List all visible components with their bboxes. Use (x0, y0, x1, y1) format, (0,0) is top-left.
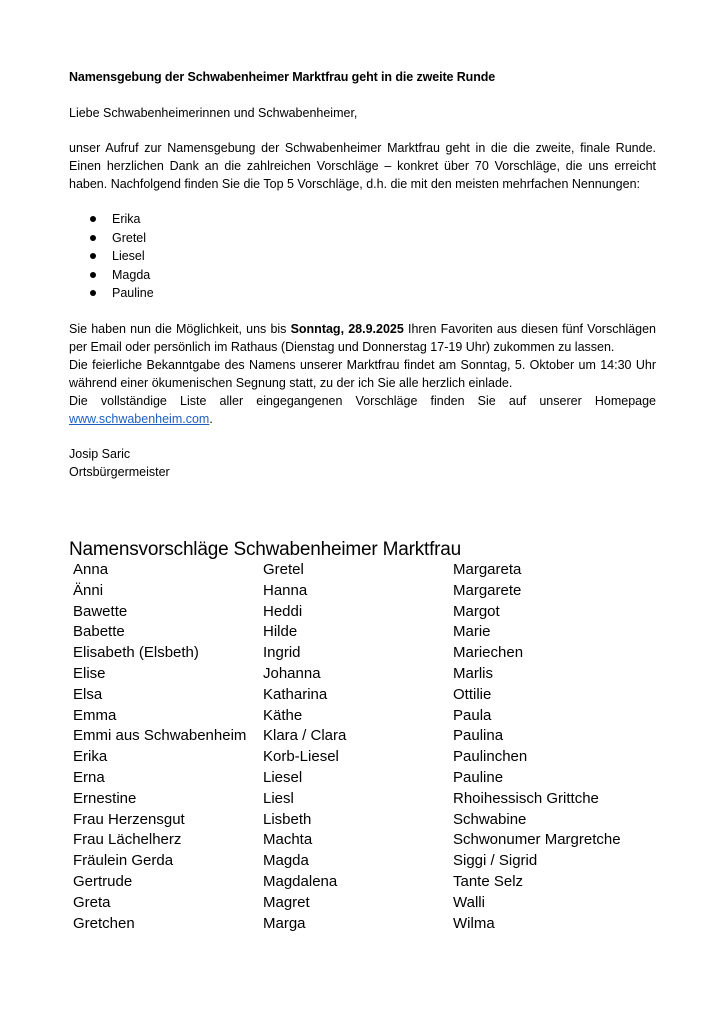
name-entry: Pauline (453, 768, 504, 786)
name-entry: Ernestine (73, 789, 137, 807)
ceremony-paragraph: Die feierliche Bekanntgabe des Namens unserer Marktfrau findet am Sonntag, 5. Oktober um 14:30 Uhr während einer ökumenischen Segnung statt, zu der ich Sie alle herzlich einlade. (69, 357, 656, 390)
name-entry: Johanna (263, 664, 321, 682)
name-entry: Hilde (263, 623, 298, 641)
name-entry: Klara / Clara (263, 727, 347, 745)
letter-body (69, 68, 656, 481)
name-entry: Margareta (453, 561, 522, 578)
name-entry: Machta (263, 831, 313, 849)
top5-item (90, 266, 656, 285)
name-entry: Fräulein Gerda (73, 852, 174, 870)
name-entry: Gertrude (73, 872, 133, 890)
signer-name: Josip Saric (69, 446, 131, 461)
name-entry: Marlis (453, 664, 493, 682)
name-entry: Emmi aus Schwabenheim (73, 727, 247, 745)
names-column-1 (73, 560, 246, 934)
name-entry: Ottilie (453, 685, 492, 703)
name-entry: Greta (73, 893, 111, 911)
name-entry: Bawette (73, 602, 128, 620)
name-entry: Elsa (73, 685, 103, 703)
full-list-text: Die vollständige Liste aller eingegangenen Vorschläge finden Sie auf unserer Homepage (69, 393, 656, 408)
name-entry: Anna (73, 561, 109, 578)
name-entry: Heddi (263, 602, 303, 620)
top5-item-label: Gretel (112, 230, 147, 245)
name-entry: Mariechen (453, 644, 524, 662)
bullet-icon (90, 216, 96, 222)
name-entry: Emma (73, 706, 117, 724)
intro-paragraph: unser Aufruf zur Namensgebung der Schwabenheimer Marktfrau geht in die die zweite, finale Runde. Einen herzlichen Dank an die zahlreichen Vorschläge – konkret über 70 Vorschläge, die uns erreicht haben. Nachfolgend finden Sie die Top 5 Vorschläge, d.h. die mit den meisten mehrfachen Nennungen: (69, 141, 656, 191)
name-entry: Änni (73, 581, 104, 599)
name-entry: Margarete (453, 581, 522, 599)
name-entry: Margot (453, 602, 500, 620)
top5-item (90, 229, 656, 248)
name-entry: Liesl (263, 789, 294, 807)
name-entry: Elise (73, 664, 106, 682)
name-entry: Magret (263, 893, 310, 911)
name-entry: Tante Selz (453, 872, 524, 890)
name-entry: Babette (73, 623, 125, 641)
names-list-title: Namensvorschläge Schwabenheimer Marktfrau (69, 539, 462, 560)
vote-text-post: Ihren Favoriten aus diesen fünf Vorschlägen per Email oder persönlich im Rathaus (Dienstag und Donnerstag 17-19 Uhr) zukommen zu lassen. (69, 321, 656, 354)
name-entry: Erika (73, 748, 108, 766)
homepage-link[interactable]: www.schwabenheim.com (69, 411, 210, 426)
name-entry: Katharina (263, 685, 328, 703)
name-entry: Lisbeth (263, 810, 312, 828)
name-entry: Käthe (263, 706, 303, 724)
top5-item-label: Liesel (112, 249, 145, 263)
bullet-icon (90, 290, 96, 296)
top5-item-label: Pauline (112, 286, 154, 300)
greeting: Liebe Schwabenheimerinnen und Schwabenheimer, (69, 106, 358, 120)
vote-text-pre: Sie haben nun die Möglichkeit, uns bis (69, 321, 291, 336)
name-entry: Wilma (453, 914, 495, 932)
bullet-icon (90, 253, 96, 259)
name-entry: Gretel (263, 561, 304, 578)
name-entry: Ingrid (263, 644, 301, 662)
bullet-icon (90, 272, 96, 278)
name-entry: Siggi / Sigrid (453, 852, 538, 870)
name-entry: Hanna (263, 581, 308, 599)
names-column-3 (453, 560, 621, 934)
vote-deadline: Sonntag, 28.9.2025 (290, 321, 404, 336)
top5-item (90, 247, 656, 266)
name-entry: Frau Herzensgut (73, 810, 185, 828)
top5-item-label: Magda (112, 267, 151, 282)
name-entry: Magdalena (263, 872, 338, 890)
name-entry: Liesel (263, 768, 303, 786)
name-entry: Magda (263, 852, 309, 870)
name-entry: Paula (453, 706, 492, 724)
name-entry: Paulina (453, 727, 504, 745)
top5-item-label: Erika (112, 212, 141, 226)
full-list-end: . (209, 411, 213, 426)
names-column-2 (263, 560, 346, 934)
full-list-paragraph (69, 392, 656, 428)
name-entry: Korb-Liesel (263, 748, 339, 766)
letter-heading: Namensgebung der Schwabenheimer Marktfrau geht in die zweite Runde (69, 70, 496, 84)
name-entry: Gretchen (73, 914, 135, 932)
signature-block (69, 445, 656, 481)
top5-list (69, 210, 656, 303)
name-entry: Rhoihessisch Grittche (453, 789, 599, 807)
name-entry: Frau Lächelherz (73, 831, 182, 849)
name-entry: Walli (453, 893, 485, 911)
signer-title: Ortsbürgermeister (69, 464, 170, 479)
bullet-icon (90, 235, 96, 241)
name-entry: Marga (263, 914, 306, 932)
top5-item (90, 210, 656, 229)
name-entry: Elisabeth (Elsbeth) (73, 644, 199, 662)
top5-item (90, 284, 656, 303)
name-entry: Schwabine (453, 810, 527, 828)
name-entry: Marie (453, 623, 491, 641)
vote-paragraph (69, 320, 656, 356)
name-entry: Erna (73, 768, 105, 786)
name-entry: Paulinchen (453, 748, 528, 766)
name-entry: Schwonumer Margretche (453, 831, 621, 849)
